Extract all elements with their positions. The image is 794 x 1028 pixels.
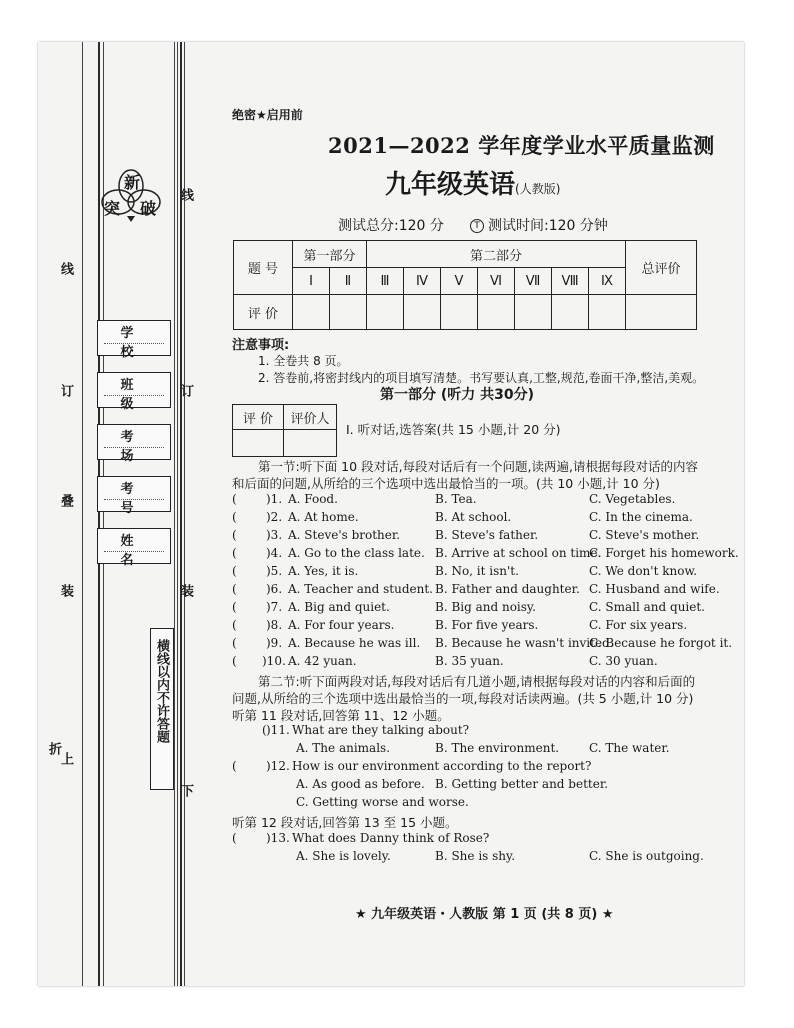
clock-icon: T [470, 219, 484, 233]
numeral-cell: Ⅸ [589, 268, 626, 295]
option-b: B. She is shy. [435, 849, 516, 863]
secret-label: 绝密★启用前 [232, 108, 303, 122]
option-c: C. She is outgoing. [589, 849, 704, 863]
option-c: C. 30 yuan. [589, 654, 658, 668]
question-number: )3. [266, 528, 283, 542]
section1-intro: 和后面的问题,从所给的三个选项中选出最恰当的一项。(共 10 小题,计 10 分) [232, 476, 660, 491]
option-a: A. As good as before. [296, 777, 425, 791]
field-label: 姓 名 [120, 534, 148, 568]
bind-label: 装 [178, 584, 193, 597]
answer-bracket[interactable]: ( [232, 600, 237, 614]
answer-bracket[interactable]: ( [232, 546, 237, 560]
seal-label: 订 [58, 384, 73, 397]
option-a: A. She is lovely. [296, 849, 391, 863]
option-a: A. Yes, it is. [288, 564, 359, 578]
score-cell[interactable] [367, 295, 404, 330]
class-field[interactable] [97, 372, 171, 412]
cut-label: 线 [58, 262, 73, 275]
part1-header: 第一部分 [293, 241, 367, 268]
option-b: B. 35 yuan. [435, 654, 504, 668]
option-b: B. Tea. [435, 492, 477, 506]
fold-label: 下 [178, 784, 193, 797]
answer-bracket[interactable]: ( [232, 564, 237, 578]
option-c: C. Getting worse and worse. [296, 795, 469, 809]
option-c: C. In the cinema. [589, 510, 693, 524]
option-b: B. At school. [435, 510, 512, 524]
subject-name: 九年级英语 [385, 170, 516, 200]
option-c: C. We don't know. [589, 564, 698, 578]
answer-bracket[interactable]: ( [232, 510, 237, 524]
numeral-cell: Ⅷ [552, 268, 589, 295]
rule-line [177, 42, 178, 986]
option-c: C. For six years. [589, 618, 688, 632]
answer-bracket[interactable]: ( [232, 654, 237, 668]
grade-label: 评 价 [233, 405, 284, 430]
part2-header: 第二部分 [367, 241, 626, 268]
option-a: A. For four years. [288, 618, 395, 632]
question-number: )8. [266, 618, 283, 632]
row-label: 题 号 [234, 241, 293, 295]
numeral-cell: Ⅶ [515, 268, 552, 295]
answer-bracket[interactable]: ( [232, 831, 237, 845]
option-b: B. Getting better and better. [435, 777, 609, 791]
rule-line [184, 42, 185, 986]
field-label: 考 号 [120, 482, 148, 516]
answer-bracket[interactable]: ( [232, 582, 237, 596]
score-cell[interactable] [441, 295, 478, 330]
edition-label: (人教版) [515, 182, 561, 196]
rule-line [180, 42, 182, 986]
test-time-text: 测试时间:120 分钟 [488, 218, 608, 234]
option-a: A. Because he was ill. [288, 636, 421, 650]
option-c: C. Vegetables. [589, 492, 676, 506]
name-field[interactable] [97, 528, 171, 568]
question-text: What does Danny think of Rose? [292, 831, 490, 845]
score-cell[interactable] [626, 295, 697, 330]
exam-number-field[interactable] [97, 476, 171, 516]
option-b: B. No, it isn't. [435, 564, 519, 578]
notice-item: 1. 全卷共 8 页。 [258, 354, 349, 368]
score-cell[interactable] [478, 295, 515, 330]
question-number: )1. [266, 492, 283, 506]
question-number: )4. [266, 546, 283, 560]
option-c: C. Small and quiet. [589, 600, 705, 614]
answer-bracket[interactable]: ( [232, 492, 237, 506]
section2-intro: 问题,从所给的三个选项中选出最恰当的一项,每段对话读两遍。(共 5 小题,计 10 分) [232, 691, 694, 706]
option-b: B. Father and daughter. [435, 582, 580, 596]
no-answer-text: 横线以内不许答题 [154, 639, 169, 743]
option-a: A. 42 yuan. [288, 654, 357, 668]
section-title: Ⅰ. 听对话,选答案(共 15 小题,计 20 分) [346, 422, 561, 437]
option-a: A. The animals. [296, 741, 391, 755]
grade-box [232, 404, 337, 457]
score-cell[interactable] [404, 295, 441, 330]
total-score: 测试总分:120 分 [338, 218, 444, 234]
score-cell[interactable] [330, 295, 367, 330]
option-c: C. Forget his homework. [589, 546, 739, 560]
numeral-cell: Ⅱ [330, 268, 367, 295]
section2-intro: 第二节:听下面两段对话,每段对话后有几道小题,请根据每段对话的内容和后面的 [258, 674, 696, 689]
no-answer-note [150, 628, 174, 790]
rule-line [174, 42, 175, 986]
numeral-cell: Ⅴ [441, 268, 478, 295]
listen-instruction: 听第 11 段对话,回答第 11、12 小题。 [232, 708, 450, 723]
option-b: B. Arrive at school on time. [435, 546, 602, 560]
numeral-cell: Ⅲ [367, 268, 404, 295]
numeral-cell: Ⅰ [293, 268, 330, 295]
test-time [470, 215, 608, 235]
emblem-char: 破 [140, 199, 157, 218]
row-label: 评 价 [234, 295, 293, 330]
option-a: A. Go to the class late. [288, 546, 425, 560]
question-text: How is our environment according to the report? [292, 759, 592, 773]
answer-bracket[interactable]: ( [232, 759, 237, 773]
answer-bracket[interactable]: ( [232, 636, 237, 650]
exam-room-field[interactable] [97, 424, 171, 464]
page-title: 2021—2022 学年度学业水平质量监测 [328, 133, 715, 158]
field-label: 学 校 [120, 326, 148, 360]
listen-instruction: 听第 12 段对话,回答第 13 至 15 小题。 [232, 815, 458, 830]
question-number: )2. [266, 510, 283, 524]
fold-label: 上 [58, 752, 73, 765]
question-number: )13. [266, 831, 290, 845]
seal-label: 订 [178, 384, 193, 397]
option-a: A. Food. [288, 492, 338, 506]
score-cell[interactable] [293, 295, 330, 330]
part1-heading: 第一部分 (听力 共30分) [380, 387, 535, 403]
option-a: A. Teacher and student. [288, 582, 433, 596]
cut-label: 线 [178, 188, 193, 201]
notice-item: 2. 答卷前,将密封线内的项目填写清楚。书写要认真,工整,规范,卷面干净,整洁,美观。 [258, 371, 705, 385]
numeral-cell: Ⅳ [404, 268, 441, 295]
total-header: 总评价 [626, 241, 697, 295]
field-label: 班 级 [120, 378, 148, 412]
section1-intro: 第一节:听下面 10 段对话,每段对话后有一个问题,读两遍,请根据每段对话的内容 [258, 459, 698, 474]
option-a: A. Steve's brother. [288, 528, 401, 542]
fold-label: 叠 [58, 494, 73, 507]
notice-heading: 注意事项: [232, 338, 290, 353]
field-label: 考 场 [120, 430, 148, 464]
score-table [233, 240, 697, 330]
score-cell[interactable] [552, 295, 589, 330]
answer-bracket[interactable]: ( [232, 618, 237, 632]
bind-label: 装 [58, 584, 73, 597]
question-number: )11. [266, 723, 290, 737]
fold-label: 折 [46, 742, 61, 755]
option-b: B. Big and noisy. [435, 600, 536, 614]
question-number: )9. [266, 636, 283, 650]
option-b: B. For five years. [435, 618, 539, 632]
subject-title [385, 164, 560, 201]
grader-label: 评价人 [284, 405, 337, 430]
emblem-char: 突 [104, 199, 121, 218]
fold-line [82, 42, 83, 986]
emblem-char: 新 [124, 173, 141, 192]
numeral-cell: Ⅵ [478, 268, 515, 295]
logo-emblem [96, 166, 166, 226]
school-field[interactable] [97, 320, 171, 360]
option-c: C. The water. [589, 741, 670, 755]
score-cell[interactable] [515, 295, 552, 330]
question-text: What are they talking about? [292, 723, 470, 737]
answer-bracket[interactable]: ( [262, 723, 267, 737]
grade-cell[interactable] [233, 430, 284, 457]
score-cell[interactable] [589, 295, 626, 330]
option-c: C. Because he forgot it. [589, 636, 733, 650]
answer-bracket[interactable]: ( [232, 528, 237, 542]
option-a: A. At home. [288, 510, 359, 524]
option-b: B. Because he wasn't invited. [435, 636, 614, 650]
question-number: )10. [262, 654, 286, 668]
question-number: )6. [266, 582, 283, 596]
option-a: A. Big and quiet. [288, 600, 390, 614]
option-c: C. Steve's mother. [589, 528, 700, 542]
page-footer: ★ 九年级英语・人教版 第 1 页 (共 8 页) ★ [355, 907, 614, 922]
option-b: B. The environment. [435, 741, 560, 755]
question-number: )7. [266, 600, 283, 614]
question-number: )5. [266, 564, 283, 578]
grader-cell[interactable] [284, 430, 337, 457]
option-c: C. Husband and wife. [589, 582, 720, 596]
option-b: B. Steve's father. [435, 528, 539, 542]
question-number: )12. [266, 759, 290, 773]
